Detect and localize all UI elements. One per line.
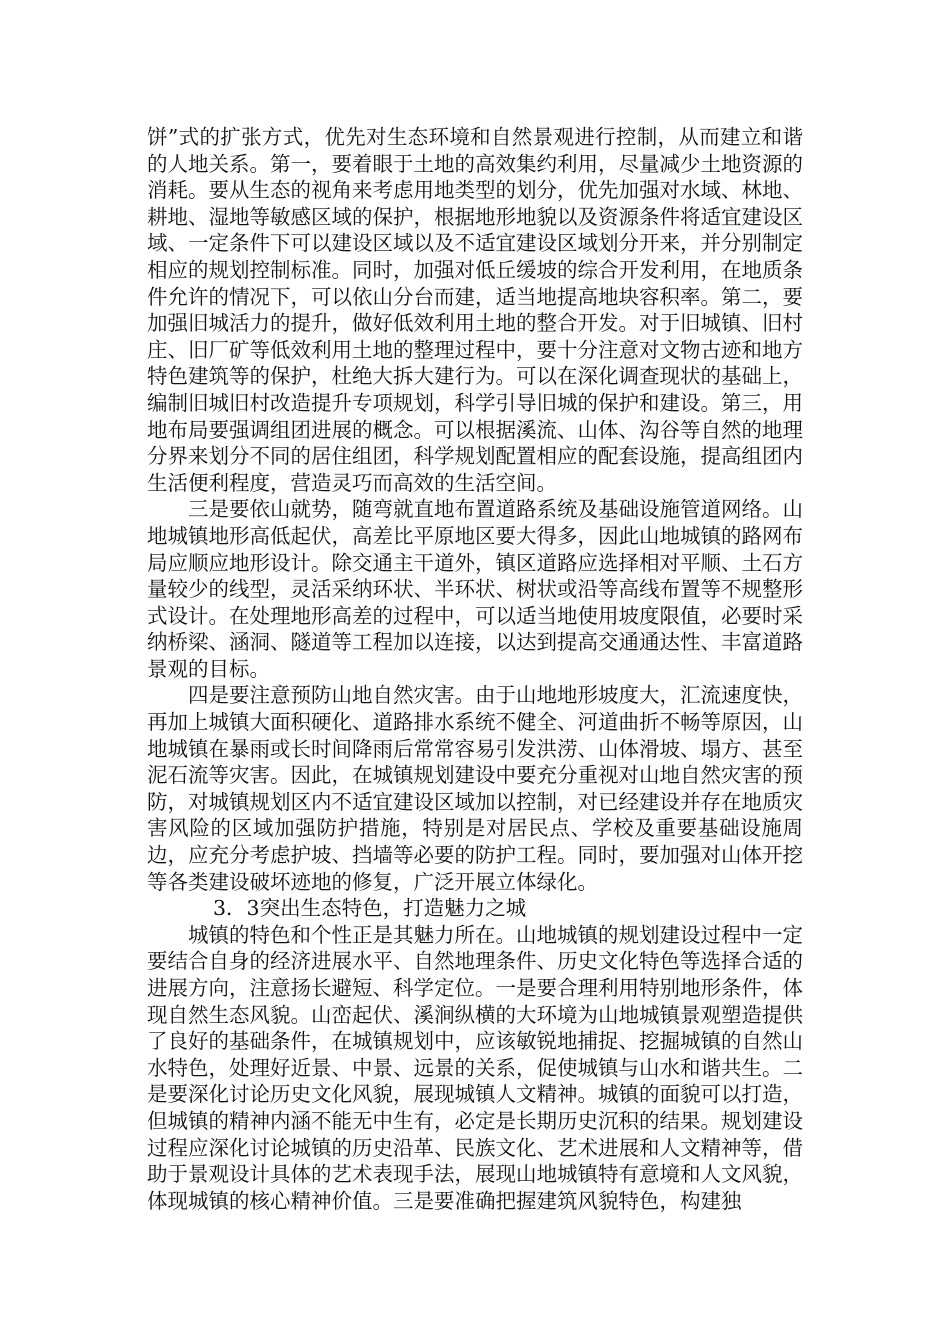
paragraph-disaster-prevention: 四是要注意预防山地自然灾害。由于山地地形坡度大，汇流速度快，再加上城镇大面积硬化、道路排水系统不健全、河道曲折不畅等原因，山地城镇在暴雨或长时间降雨后常常容易引发洪涝、山体滑坡、塌方、甚至泥石流等灾害。因此，在城镇规划建设中要充分重视对山地自然灾害的预防，对城镇规划区内不适宜建设区域加以控制，对已经建设并存在地质灾害风险的区域加强防护措施，特别是对居民点、学校及重要基础设施周边，应充分考虑护坡、挡墙等必要的防护工程。同时，要加强对山体开挖等各类建设破坏迹地的修复，广泛开展立体绿化。	[147, 683, 803, 894]
paragraph-road-network: 三是要依山就势，随弯就直地布置道路系统及基础设施管道网络。山地城镇地形高低起伏，高差比平原地区要大得多，因此山地城镇的路网布局应顺应地形设计。除交通主干道外，镇区道路应选择相对平顺、土石方量较少的线型，灵活采纳环状、半环状、树状或沿等高线布置等不规整形式设计。在处理地形高差的过程中，可以适当地使用坡度限值，必要时采纳桥梁、涵洞、隧道等工程加以连接，以达到提高交通通达性、丰富道路景观的目标。	[147, 497, 803, 681]
section-heading: 3．3突出生态特色，打造魅力之城	[213, 896, 527, 921]
document-body	[147, 124, 803, 1214]
paragraph-land-use: 饼”式的扩张方式，优先对生态环境和自然景观进行控制，从而建立和谐的人地关系。第一，要着眼于土地的高效集约利用，尽量减少土地资源的消耗。要从生态的视角来考虑用地类型的划分，优先加强对水域、林地、耕地、湿地等敏感区域的保护，根据地形地貌以及资源条件将适宜建设区域、一定条件下可以建设区域以及不适宜建设区域划分开来，并分别制定相应的规划控制标准。同时，加强对低丘缓坡的综合开发利用，在地质条件允许的情况下，可以依山分台而建，适当地提高地块容积率。第二，要加强旧城活力的提升，做好低效利用土地的整合开发。对于旧城镇、旧村庄、旧厂矿等低效利用土地的整理过程中，要十分注意对文物古迹和地方特色建筑等的保护，杜绝大拆大建行为。可以在深化调查现状的基础上，编制旧城旧村改造提升专项规划，科学引导旧城的保护和建设。第三，用地布局要强调组团进展的概念。可以根据溪流、山体、沟谷等自然的地理分界来划分不同的居住组团，科学规划配置相应的配套设施，提高组团内生活便利程度，营造灵巧而高效的生活空间。	[147, 125, 803, 495]
paragraph-town-character: 城镇的特色和个性正是其魅力所在。山地城镇的规划建设过程中一定要结合自身的经济进展水平、自然地理条件、历史文化特色等选择合适的进展方向，注意扬长避短、科学定位。一是要合理利用特别地形条件，体现自然生态风貌。山峦起伏、溪涧纵横的大环境为山地城镇景观塑造提供了良好的基础条件，在城镇规划中，应该敏锐地捕捉、挖掘城镇的自然山水特色，处理好近景、中景、远景的关系，促使城镇与山水和谐共生。二是要深化讨论历史文化风貌，展现城镇人文精神。城镇的面貌可以打造，但城镇的精神内涵不能无中生有，必定是长期历史沉积的结果。规划建设过程应深化讨论城镇的历史沿革、民族文化、艺术进展和人文精神等，借助于景观设计具体的艺术表现手法，展现山地城镇特有意境和人文风貌，体现城镇的核心精神价值。三是要准确把握建筑风貌特色，构建独	[147, 922, 803, 1213]
